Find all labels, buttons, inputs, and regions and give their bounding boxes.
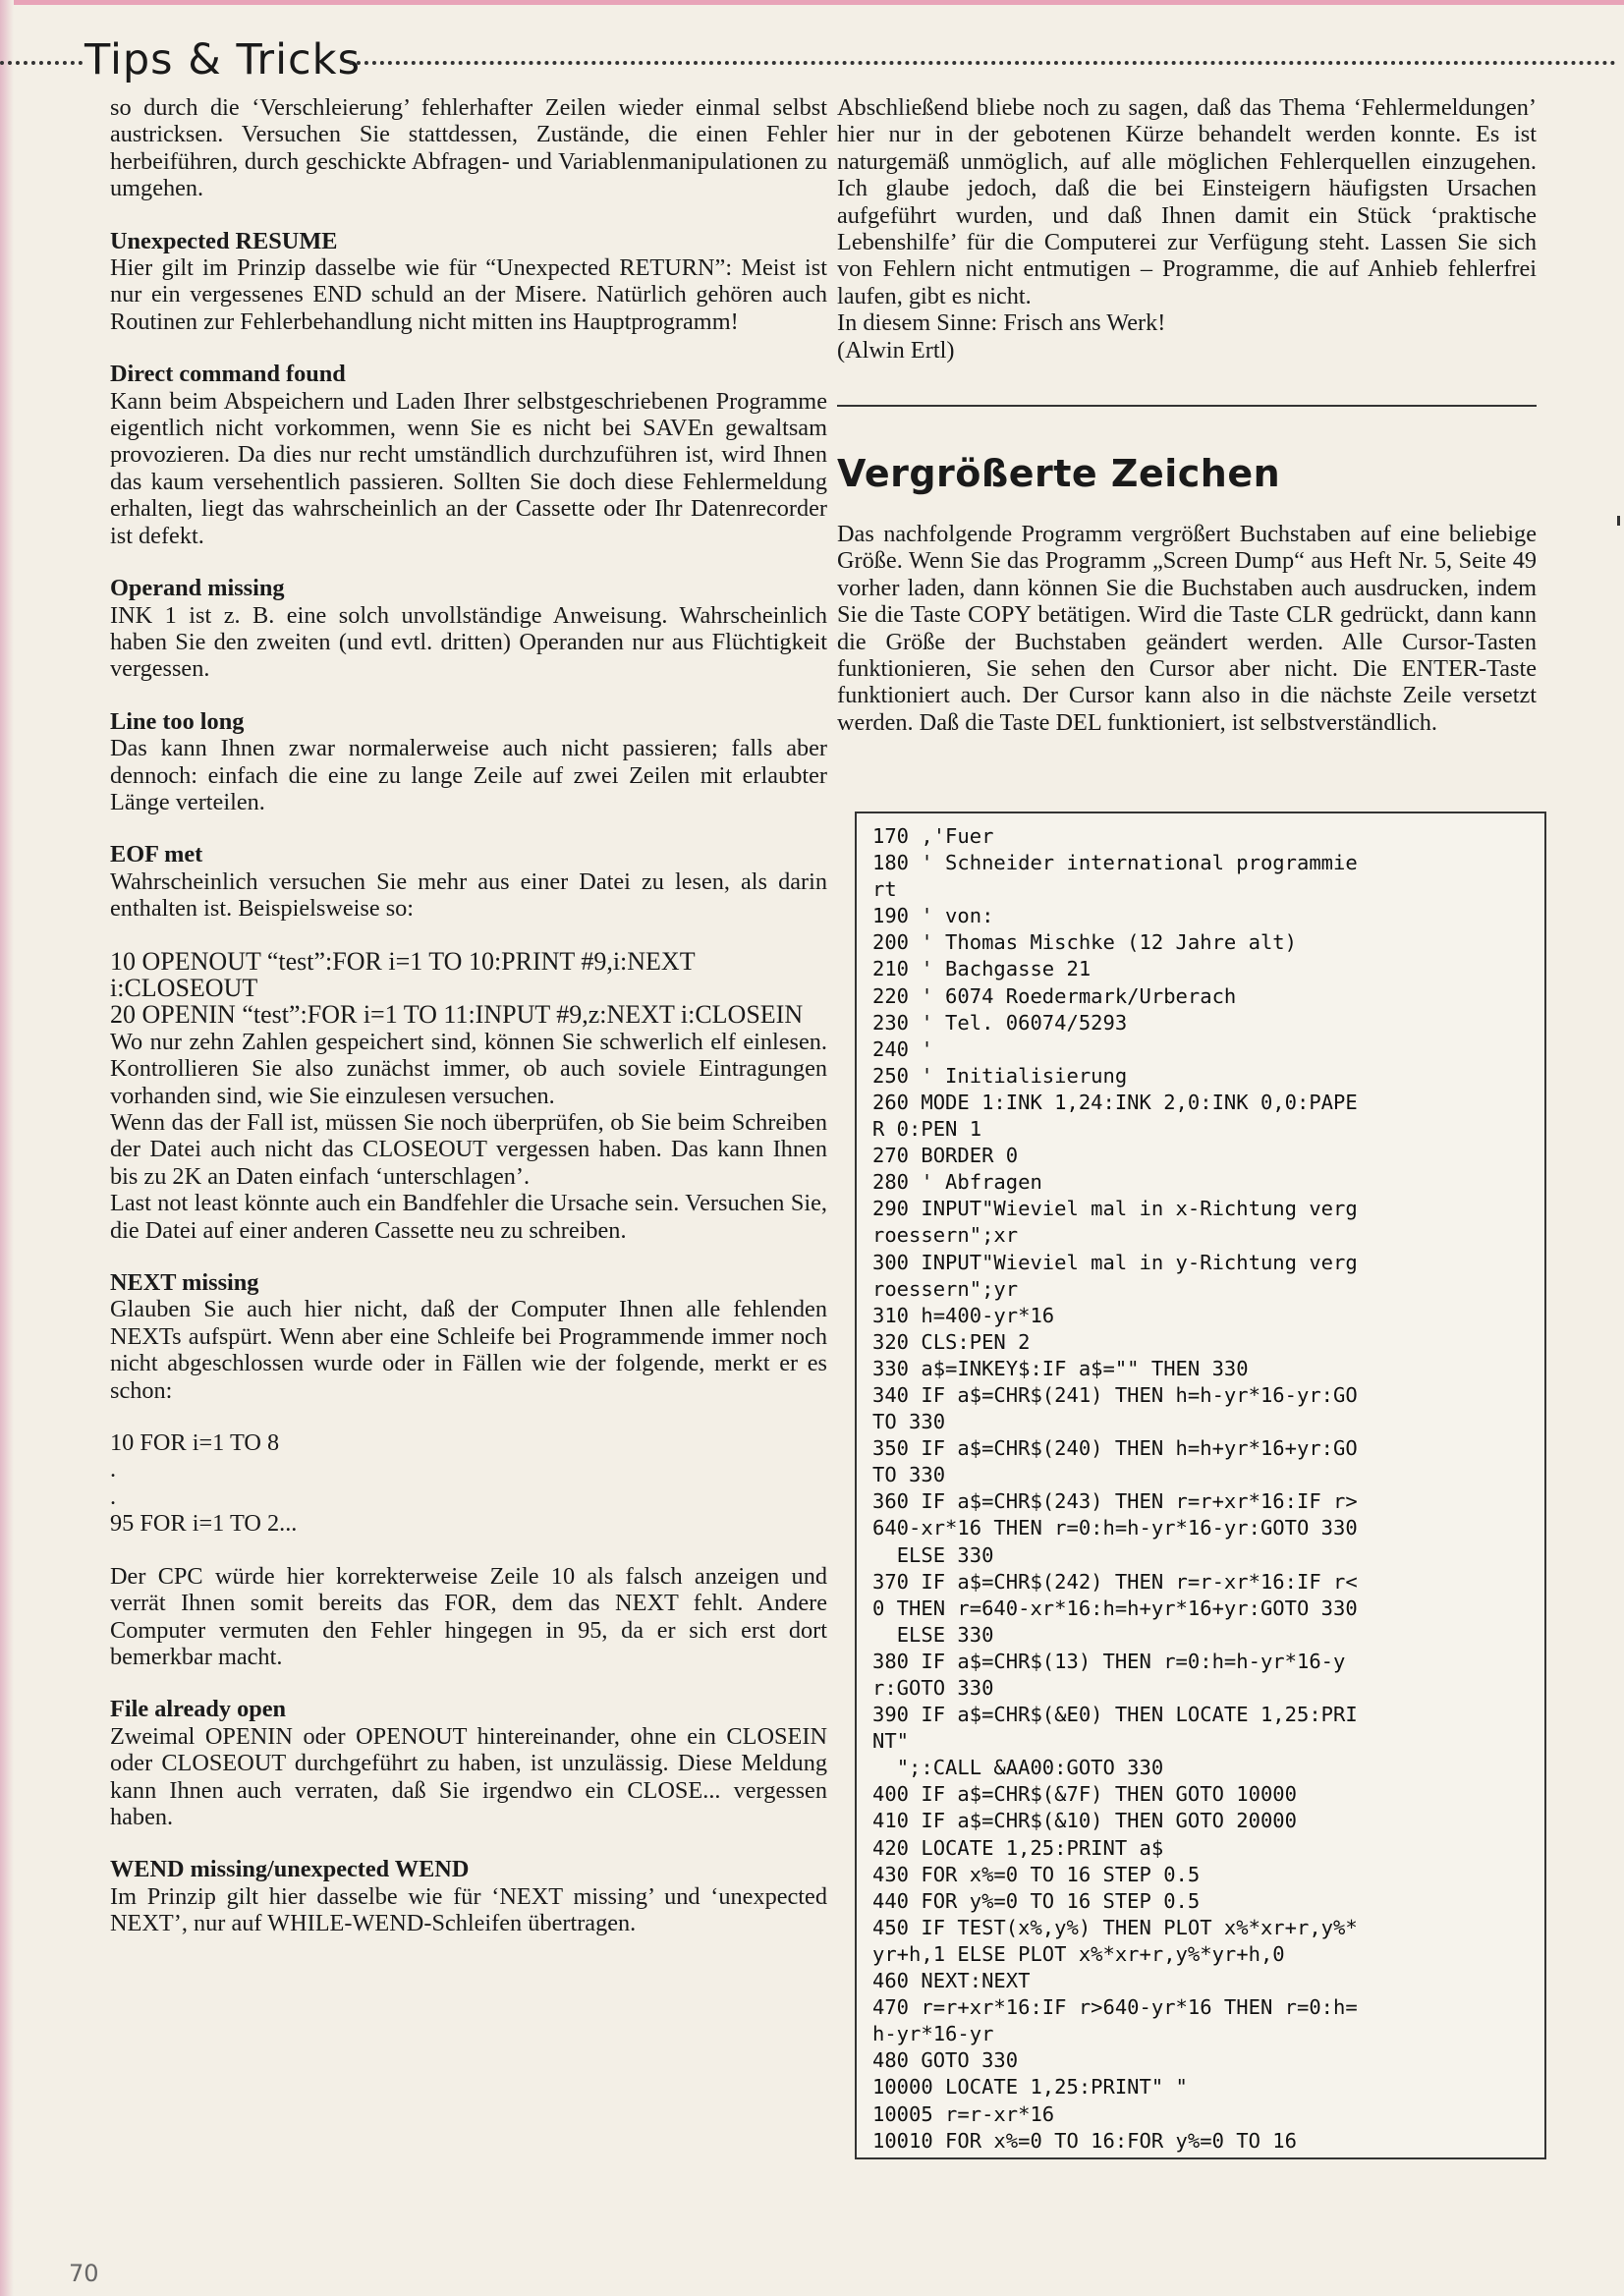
- code-example: 95 FOR i=1 TO 2...: [110, 1510, 298, 1538]
- page-edge-shadow: [0, 0, 14, 2296]
- listing-line: 330 a$=INKEY$:IF a$="" THEN 330: [872, 1356, 1249, 1380]
- error-entry: [110, 1856, 827, 1936]
- section-header: Tips & Tricks: [84, 35, 361, 84]
- error-description: Kann beim Abspeichern und Laden Ihrer selbstgeschriebenen Programme eigentlich nicht vorkommen, wenn Sie es nicht bei SAVEn gewaltsam provozieren. Da dies nur recht umständlich durchzuführen ist, wird Ihnen das kaum versehentlich passieren. Sollten Sie doch diese Fehlermeldung erhalten, liegt das wahrscheinlich an der Cassette oder Ihr Datenrecorder ist defekt.: [110, 387, 827, 549]
- listing-line: 10010 FOR x%=0 TO 16:FOR y%=0 TO 16: [872, 2128, 1297, 2153]
- listing-line: 10000 LOCATE 1,25:PRINT" ": [872, 2075, 1188, 2100]
- listing-line: TO 330: [872, 1463, 946, 1487]
- listing-line: 640-xr*16 THEN r=0:h=h-yr*16-yr:GOTO 330: [872, 1516, 1358, 1540]
- code-example: 20 OPENIN “test”:FOR i=1 TO 11:INPUT #9,z:NEXT i:CLOSEIN: [110, 1000, 804, 1030]
- error-heading: File already open: [110, 1696, 287, 1723]
- listing-line: ";:CALL &AA00:GOTO 330: [872, 1756, 1164, 1780]
- error-heading: EOF met: [110, 841, 203, 868]
- error-description: Glauben Sie auch hier nicht, daß der Computer Ihnen alle fehlenden NEXTs aufspürt. Wenn aber eine Schleife bei Programmende immer noch nicht abgeschlossen wurde oder in Fällen wie der folgende, merkt er es schon:: [110, 1296, 827, 1404]
- listing-line: 170 ,'Fuer: [872, 824, 994, 848]
- error-entry: [110, 361, 827, 549]
- listing-code: [857, 813, 1544, 2164]
- right-column: [837, 94, 1537, 364]
- program-listing: [855, 812, 1546, 2159]
- paragraph: Last not least könnte auch ein Bandfehler die Ursache sein. Versuchen Sie, die Datei auf einer anderen Cassette neu zu schreiben.: [110, 1190, 827, 1244]
- listing-line: 340 IF a$=CHR$(241) THEN h=h-yr*16-yr:GO: [872, 1382, 1358, 1407]
- listing-line: R 0:PEN 1: [872, 1117, 982, 1142]
- error-heading: WEND missing/unexpected WEND: [110, 1856, 470, 1883]
- page-number: 70: [69, 2260, 99, 2287]
- listing-line: 230 ' Tel. 06074/5293: [872, 1010, 1128, 1035]
- header-dotted-rule-left: [0, 61, 83, 71]
- margin-mark: [1617, 516, 1620, 526]
- listing-line: 280 ' Abfragen: [872, 1170, 1042, 1195]
- listing-line: 320 CLS:PEN 2: [872, 1329, 1031, 1354]
- listing-line: ELSE 330: [872, 1622, 994, 1647]
- listing-line: 480 GOTO 330: [872, 2048, 1019, 2073]
- error-heading: Direct command found: [110, 361, 346, 388]
- listing-line: ELSE 330: [872, 1542, 994, 1567]
- listing-line: 420 LOCATE 1,25:PRINT a$: [872, 1835, 1164, 1860]
- article-title: Vergrößerte Zeichen: [837, 452, 1281, 495]
- closing-paragraph: In diesem Sinne: Frisch ans Werk!: [837, 309, 1166, 337]
- error-description: Das kann Ihnen zwar normalerweise auch nicht passieren; falls aber dennoch: einfach die eine zu lange Zeile auf zwei Zeilen mit erlaubter Länge verteilen.: [110, 735, 827, 815]
- ellipsis-dot: .: [110, 1456, 117, 1484]
- author-credit: (Alwin Ertl): [837, 336, 955, 364]
- article-intro-block: [837, 521, 1537, 736]
- listing-line: 0 THEN r=640-xr*16:h=h+yr*16+yr:GOTO 330: [872, 1596, 1358, 1620]
- listing-line: 240 ': [872, 1036, 933, 1061]
- listing-line: 430 FOR x%=0 TO 16 STEP 0.5: [872, 1862, 1201, 1886]
- code-example: 10 FOR i=1 TO 8: [110, 1429, 280, 1457]
- listing-line: rt: [872, 877, 897, 902]
- listing-line: 10005 r=r-xr*16: [872, 2101, 1055, 2126]
- error-description: Hier gilt im Prinzip dasselbe wie für “Unexpected RETURN”: Meist ist nur ein vergessenes END schuld an der Misere. Natürlich gehören auch Routinen zur Fehlerbehandlung nicht mitten ins Hauptprogramm!: [110, 254, 827, 335]
- listing-line: 260 MODE 1:INK 1,24:INK 2,0:INK 0,0:PAPE: [872, 1090, 1358, 1114]
- article-intro: Das nachfolgende Programm vergrößert Buchstaben auf eine beliebige Größe. Wenn Sie das Programm „Screen Dump“ aus Heft Nr. 5, Seite 49 vorher laden, dann können Sie die Buchstaben auch ausdrucken, indem Sie die Taste COPY betätigen. Wird die Taste CLR gedrückt, dann kann die Größe der Buchstaben geändert werden. Alle Cursor-Tasten funktionieren, Sie sehen den Cursor aber nicht. Die ENTER-Taste funktioniert auch. Der Cursor kann also in die nächste Zeile versetzt werden. Daß die Taste DEL funktioniert, ist selbstverständlich.: [837, 521, 1537, 736]
- listing-line: 220 ' 6074 Roedermark/Urberach: [872, 983, 1237, 1008]
- listing-line: 400 IF a$=CHR$(&7F) THEN GOTO 10000: [872, 1782, 1297, 1807]
- article-divider: [837, 405, 1537, 407]
- error-entry: [110, 1696, 827, 1830]
- error-description: Im Prinzip gilt hier dasselbe wie für ‘NEXT missing’ und ‘unexpected NEXT’, nur auf WHILE-WEND-Schleifen übertragen.: [110, 1882, 827, 1937]
- paragraph: Wenn das der Fall ist, müssen Sie noch überprüfen, ob Sie beim Schreiben der Datei auch nicht das CLOSEOUT vergessen haben. Das kann Ihnen bis zu 2K an Daten einfach ‘unterschlagen’.: [110, 1109, 827, 1190]
- code-example: 10 OPENOUT “test”:FOR i=1 TO 10:PRINT #9,i:NEXT i:CLOSEOUT: [110, 946, 696, 1002]
- ellipsis-dot: .: [110, 1483, 117, 1510]
- listing-line: 390 IF a$=CHR$(&E0) THEN LOCATE 1,25:PRI: [872, 1703, 1358, 1727]
- listing-line: roessern";yr: [872, 1276, 1019, 1301]
- listing-line: 180 ' Schneider international programmie: [872, 851, 1358, 875]
- error-heading: Unexpected RESUME: [110, 227, 338, 254]
- paragraph: Wo nur zehn Zahlen gespeichert sind, können Sie schwerlich elf einlesen. Kontrollieren Sie also zunächst immer, ob auch soviele Eintragungen vorhanden sind, wie Sie einzulesen versuchen.: [110, 1028, 827, 1109]
- listing-line: 300 INPUT"Wieviel mal in y-Richtung verg: [872, 1250, 1358, 1274]
- error-description: Zweimal OPENIN oder OPENOUT hintereinander, ohne ein CLOSEIN oder CLOSEOUT durchgeführt zu haben, ist unzulässig. Diese Meldung kann Ihnen auch verraten, daß Sie irgendwo ein CLOSE... vergessen haben.: [110, 1722, 827, 1830]
- listing-line: NT": [872, 1729, 910, 1754]
- listing-line: 460 NEXT:NEXT: [872, 1969, 1031, 1993]
- listing-line: 270 BORDER 0: [872, 1144, 1019, 1168]
- error-heading: Operand missing: [110, 575, 285, 602]
- listing-line: 190 ' von:: [872, 904, 994, 928]
- top-color-strip: [0, 0, 1624, 5]
- listing-line: 290 INPUT"Wieviel mal in x-Richtung verg: [872, 1197, 1358, 1221]
- error-entry: [110, 228, 827, 336]
- listing-line: 200 ' Thomas Mischke (12 Jahre alt): [872, 930, 1297, 955]
- listing-line: 410 IF a$=CHR$(&10) THEN GOTO 20000: [872, 1809, 1297, 1833]
- listing-line: 470 r=r+xr*16:IF r>640-yr*16 THEN r=0:h=: [872, 1995, 1358, 2020]
- error-entry: [110, 708, 827, 816]
- paragraph: Der CPC würde hier korrekterweise Zeile 10 als falsch anzeigen und verrät Ihnen somit bereits das FOR, dem das NEXT fehlt. Andere Computer vermuten den Fehler hingegen in 95, da er sich erst dort bemerkbar macht.: [110, 1562, 827, 1670]
- error-description: INK 1 ist z. B. eine solch unvollständige Anweisung. Wahrscheinlich haben Sie den zweiten (und evtl. dritten) Operanden nur aus Flüchtigkeit vergessen.: [110, 601, 827, 683]
- listing-line: 350 IF a$=CHR$(240) THEN h=h+yr*16+yr:GO: [872, 1436, 1358, 1461]
- listing-line: 370 IF a$=CHR$(242) THEN r=r-xr*16:IF r<: [872, 1569, 1358, 1594]
- error-entry: [110, 575, 827, 683]
- listing-line: 250 ' Initialisierung: [872, 1063, 1128, 1088]
- listing-line: roessern";xr: [872, 1223, 1019, 1248]
- header-dotted-rule-right: [349, 61, 1616, 71]
- listing-line: 450 IF TEST(x%,y%) THEN PLOT x%*xr+r,y%*: [872, 1915, 1358, 1939]
- listing-line: r:GOTO 330: [872, 1676, 994, 1700]
- closing-paragraph: Abschließend bliebe noch zu sagen, daß das Thema ‘Fehlermeldungen’ hier nur in der gebotenen Kürze behandelt werden konnte. Es ist naturgemäß unmöglich, auf alle möglichen Fehlerquellen einzugehen. Ich glaube jedoch, daß die bei Einsteigern häufigsten Ursachen aufgeführt wurden, und daß Ihnen damit ein Stück ‘praktische Lebenshilfe’ für die Computerei zur Verfügung steht. Lassen Sie sich von Fehlern nicht entmutigen – Programme, die auf Anhieb fehlerfrei laufen, gibt es nicht.: [837, 94, 1537, 309]
- error-heading: Line too long: [110, 707, 245, 735]
- listing-line: TO 330: [872, 1410, 946, 1434]
- listing-line: yr+h,1 ELSE PLOT x%*xr+r,y%*yr+h,0: [872, 1941, 1285, 1966]
- listing-line: 360 IF a$=CHR$(243) THEN r=r+xr*16:IF r>: [872, 1489, 1358, 1514]
- listing-line: 440 FOR y%=0 TO 16 STEP 0.5: [872, 1888, 1201, 1913]
- error-heading: NEXT missing: [110, 1269, 259, 1297]
- error-description: Wahrscheinlich versuchen Sie mehr aus einer Datei zu lesen, als darin enthalten ist. Beispielsweise so:: [110, 868, 827, 923]
- intro-paragraph: so durch die ‘Verschleierung’ fehlerhafter Zeilen wieder einmal selbst austricksen. Versuchen Sie stattdessen, Zustände, die einen Fehler herbeiführen, durch geschickte Abfragen- und Variablenmanipulationen zu umgehen.: [110, 94, 827, 202]
- listing-line: 310 h=400-yr*16: [872, 1303, 1055, 1327]
- listing-line: 380 IF a$=CHR$(13) THEN r=0:h=h-yr*16-y: [872, 1649, 1346, 1673]
- error-entry: [110, 841, 827, 1244]
- left-column: [110, 94, 827, 1963]
- listing-line: 210 ' Bachgasse 21: [872, 957, 1092, 981]
- error-entry: [110, 1269, 827, 1670]
- listing-line: h-yr*16-yr: [872, 2022, 994, 2046]
